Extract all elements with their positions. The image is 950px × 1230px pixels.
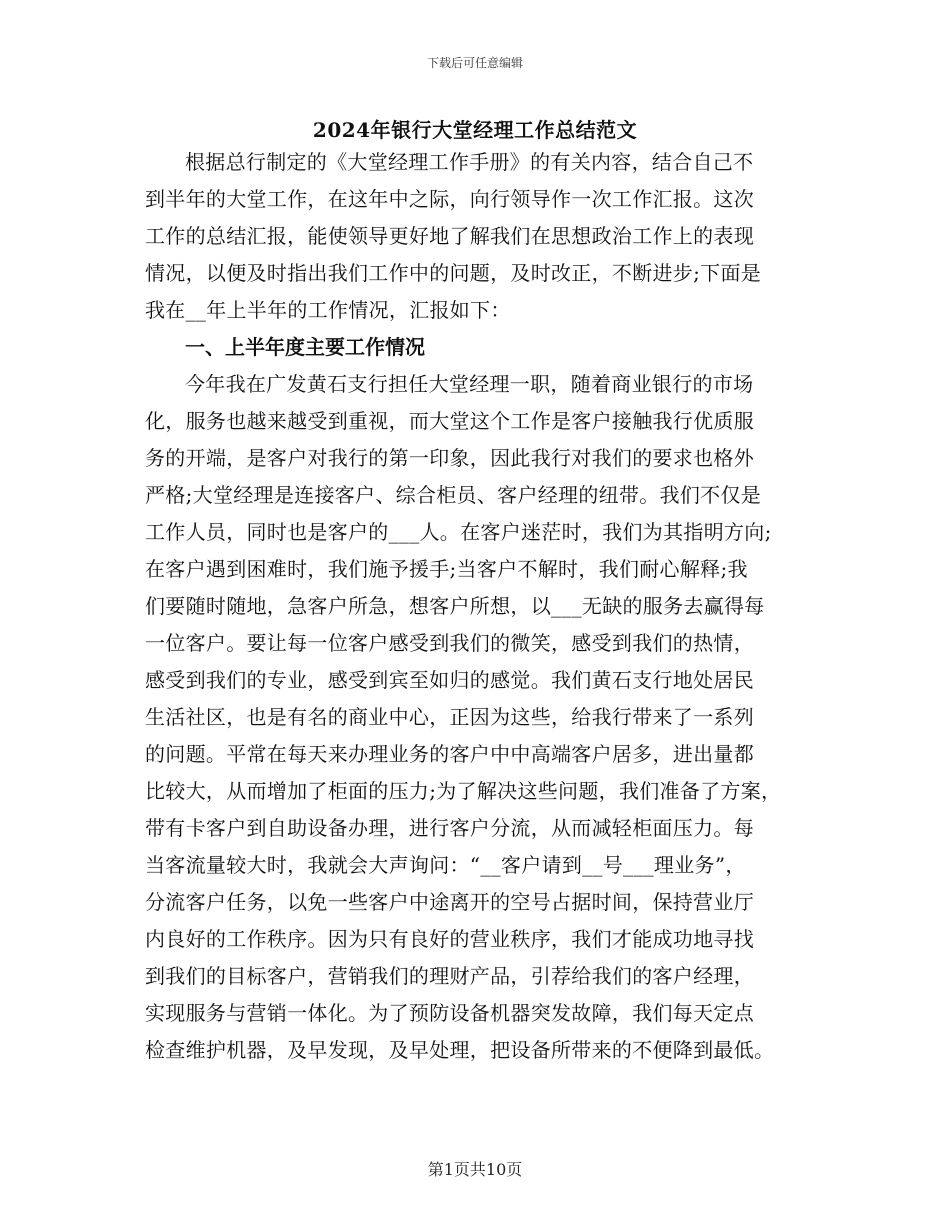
section1-line-16: 内良好的工作秩序。因为只有良好的营业秩序，我们才能成功地寻找	[145, 927, 754, 951]
section1-line-10: 生活社区，也是有名的商业中心，正因为这些，给我行带来了一系列	[145, 705, 754, 729]
section1-line-9: 感受到我们的专业，感受到宾至如归的感觉。我们黄石支行地处居民	[145, 668, 754, 692]
intro-line-1: 根据总行制定的《大堂经理工作手册》的有关内容，结合自己不	[185, 150, 754, 174]
section1-line-8: 一位客户。要让每一位客户感受到我们的微笑，感受到我们的热情，	[145, 631, 754, 655]
section1-line-14: 当客流量较大时，我就会大声询问：“__客户请到__号___理业务”，	[145, 853, 746, 877]
section1-line-2: 化，服务也越来越受到重视，而大堂这个工作是客户接触我行优质服	[145, 409, 754, 433]
document-title: 2024年银行大堂经理工作总结范文	[312, 118, 638, 142]
page-header: 下载后可任意编辑	[426, 56, 523, 70]
section1-line-13: 带有卡客户到自助设备办理，进行客户分流，从而减轻柜面压力。每	[145, 816, 754, 840]
section1-line-6: 在客户遇到困难时，我们施予援手;当客户不解时，我们耐心解释;我	[145, 557, 748, 581]
section1-line-19: 检查维护机器，及早发现，及早处理，把设备所带来的不便降到最低。	[145, 1038, 775, 1062]
intro-line-2: 到半年的大堂工作，在这年中之际，向行领导作一次工作汇报。这次	[145, 187, 754, 211]
section1-line-3: 务的开端，是客户对我行的第一印象，因此我行对我们的要求也格外	[145, 446, 754, 470]
section1-line-11: 的问题。平常在每天来办理业务的客户中中高端客户居多，进出量都	[145, 742, 754, 766]
intro-line-5: 我在__年上半年的工作情况，汇报如下：	[145, 298, 511, 322]
section1-line-1: 今年我在广发黄石支行担任大堂经理一职，随着商业银行的市场	[185, 372, 754, 396]
section1-line-7: 们要随时随地，急客户所急，想客户所想，以___无缺的服务去赢得每	[145, 594, 765, 618]
section1-line-4: 严格;大堂经理是连接客户、综合柜员、客户经理的纽带。我们不仅是	[145, 483, 762, 507]
section1-line-17: 到我们的目标客户，营销我们的理财产品，引荐给我们的客户经理，	[145, 964, 754, 988]
section1-line-5: 工作人员，同时也是客户的___人。在客户迷茫时，我们为其指明方向;	[145, 520, 772, 544]
page-number: 第1页共10页	[427, 1160, 523, 1179]
intro-line-4: 情况，以便及时指出我们工作中的问题，及时改正，不断进步;下面是	[145, 261, 762, 285]
section1-line-15: 分流客户任务，以免一些客户中途离开的空号占据时间，保持营业厅	[145, 890, 754, 914]
section-heading-1: 一、上半年度主要工作情况	[185, 335, 425, 359]
intro-line-3: 工作的总结汇报，能使领导更好地了解我们在思想政治工作上的表现	[145, 224, 754, 248]
section1-line-12: 比较大，从而增加了柜面的压力;为了解决这些问题，我们准备了方案，	[145, 779, 782, 803]
section1-line-18: 实现服务与营销一体化。为了预防设备机器突发故障，我们每天定点	[145, 1001, 754, 1025]
